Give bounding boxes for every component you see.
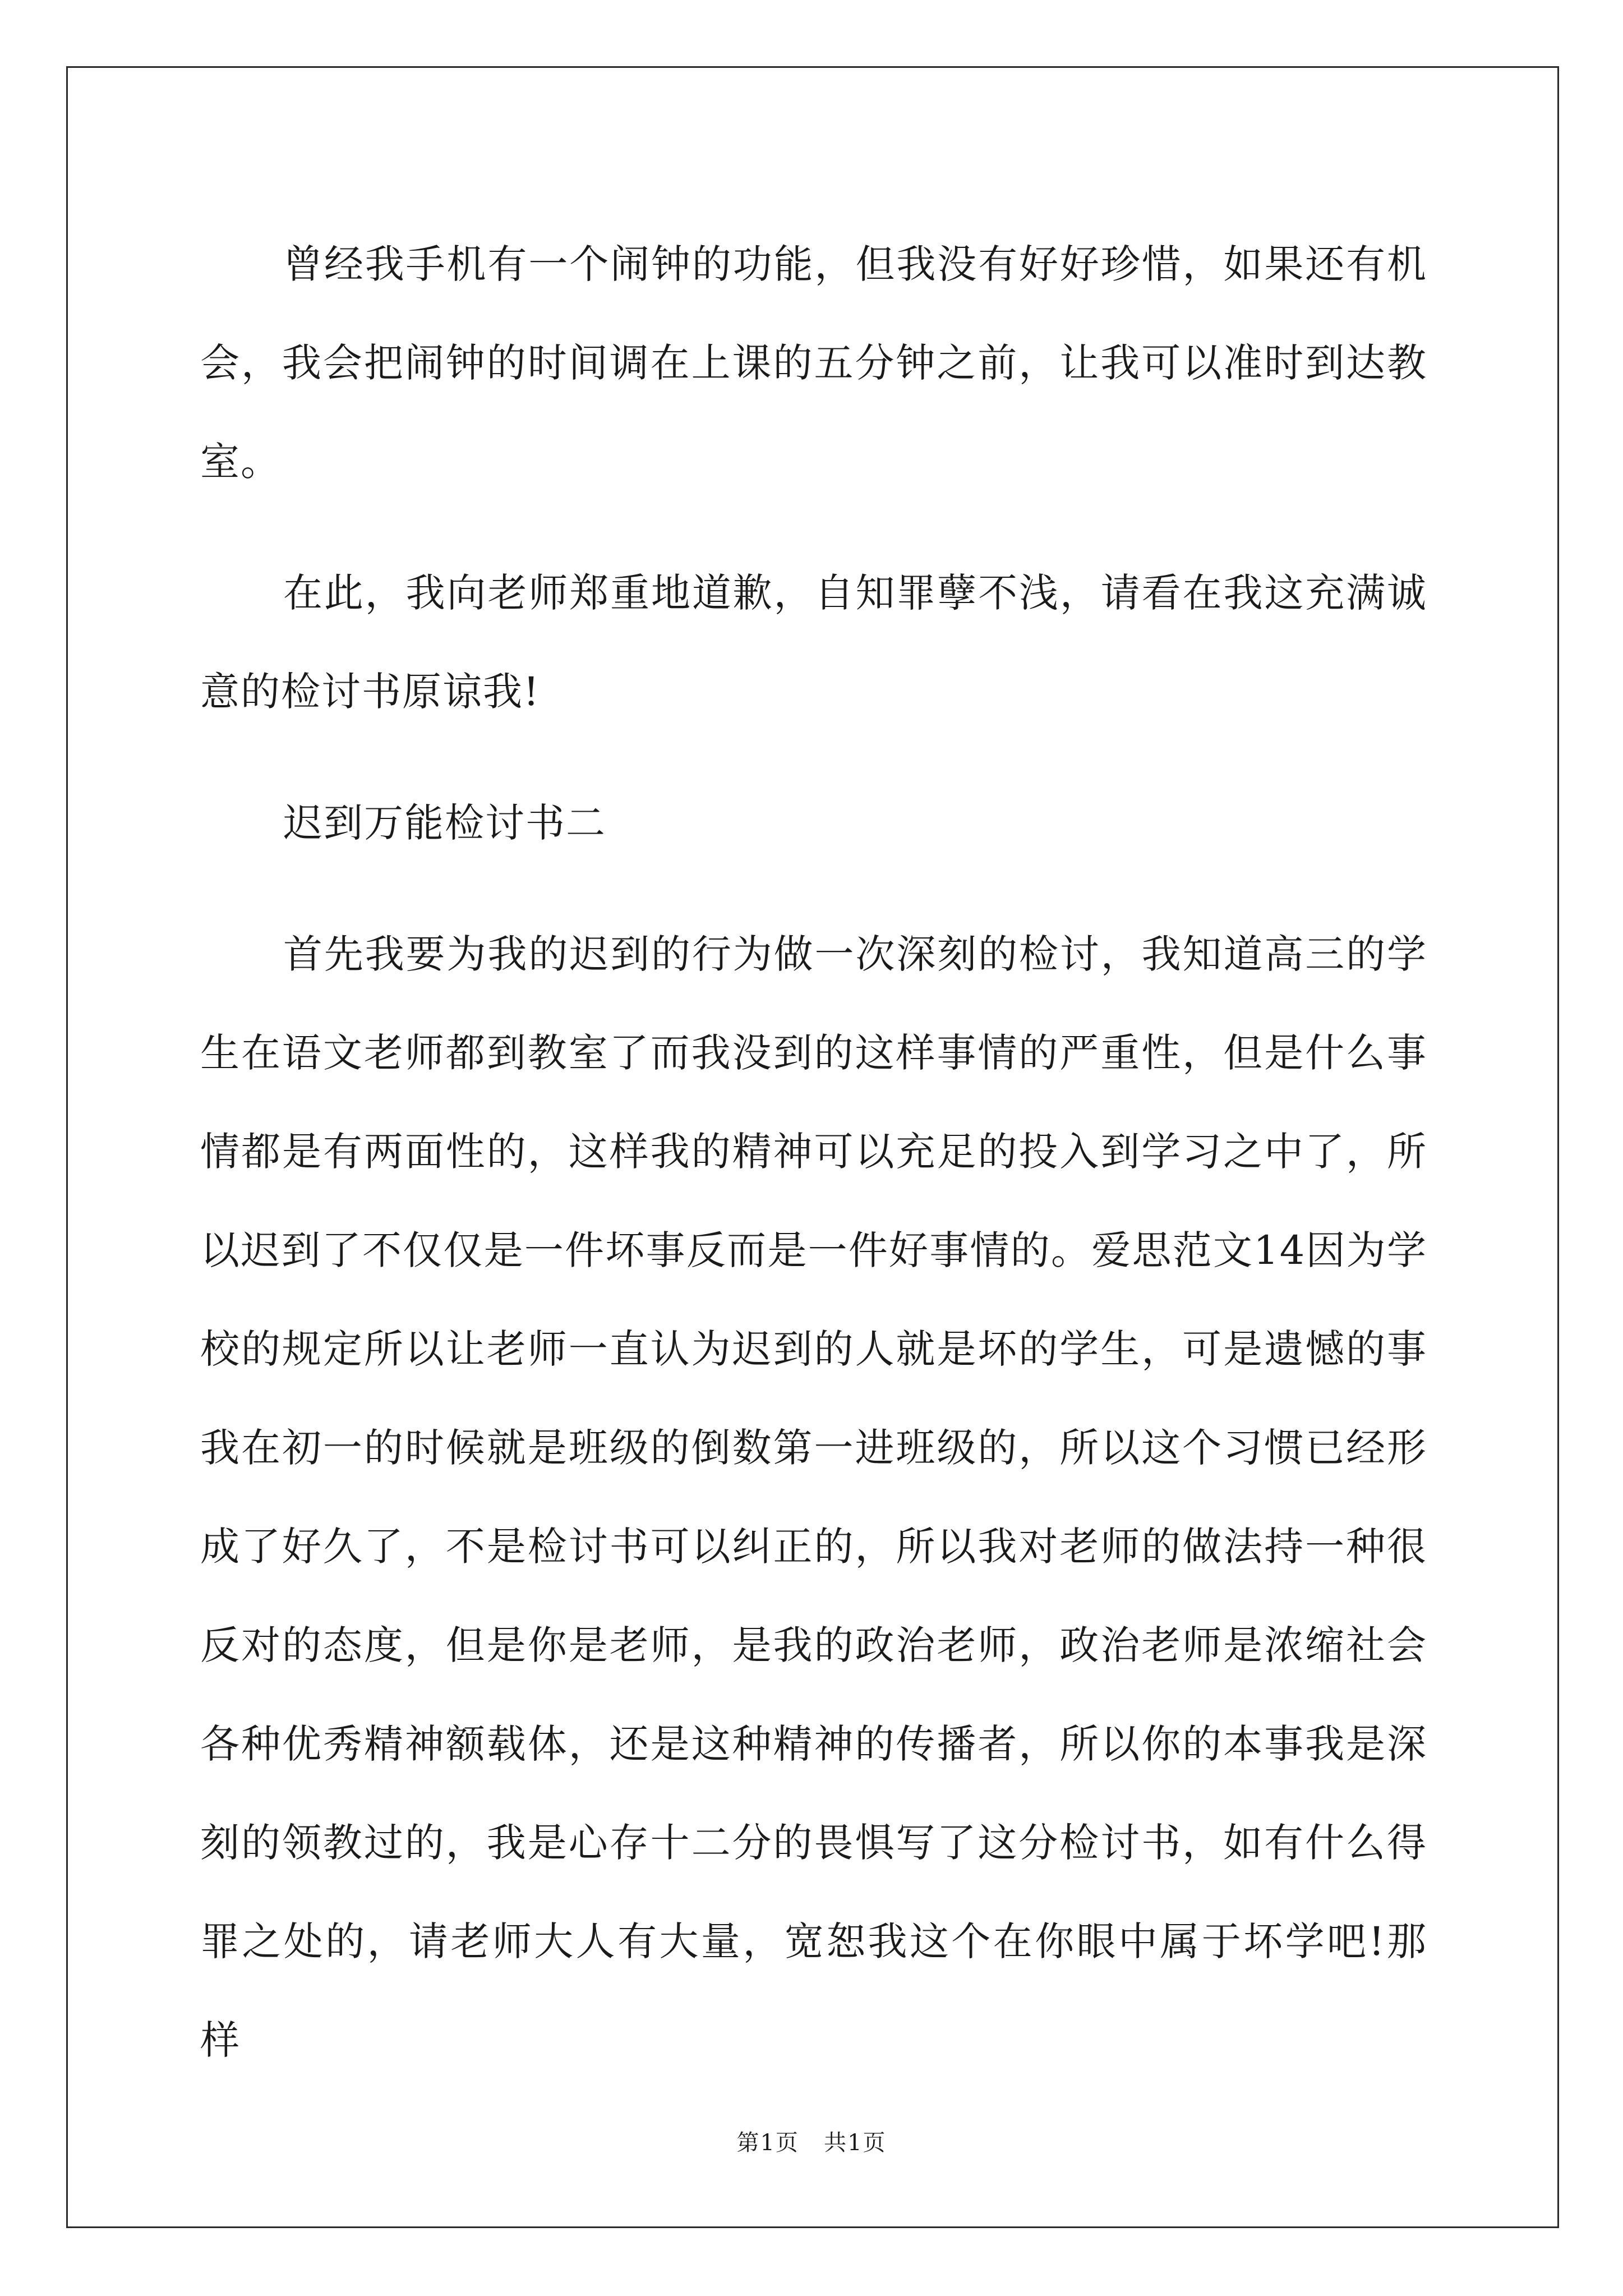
page-number: 第1页 [736,2130,799,2156]
section-heading: 迟到万能检讨书二 [283,800,606,846]
paragraph: 曾经我手机有一个闹钟的功能，但我没有好好珍惜，如果还有机会，我会把闹钟的时间调在上课的五分钟之前，让我可以准时到达教室。 [200,241,1427,485]
document-body [200,215,1427,2122]
page-footer [0,2125,1623,2157]
paragraph: 在此，我向老师郑重地道歉，自知罪孽不浅，请看在我这充满诚意的检讨书原谅我! [200,570,1427,715]
page-total: 共1页 [824,2130,887,2156]
paragraph: 首先我要为我的迟到的行为做一次深刻的检讨，我知道高三的学生在语文老师都到教室了而我没到的这样事情的严重性，但是什么事情都是有两面性的，这样我的精神可以充足的投入到学习之中了，所以迟到了不仅仅是一件坏事反而是一件好事情的。爱思范文14因为学校的规定所以让老师一直认为迟到的人就是坏的学生，可是遗憾的事我在初一的时候就是班级的倒数第一进班级的，所以这个习惯已经形成了好久了，不是检讨书可以纠正的，所以我对老师的做法持一种很反对的态度，但是你是老师，是我的政治老师，政治老师是浓缩社会各种优秀精神额载体，还是这种精神的传播者，所以你的本事我是深刻的领教过的，我是心存十二分的畏惧写了这分检讨书，如有什么得罪之处的，请老师大人有大量，宽恕我这个在你眼中属于坏学吧!那样 [200,931,1427,2063]
